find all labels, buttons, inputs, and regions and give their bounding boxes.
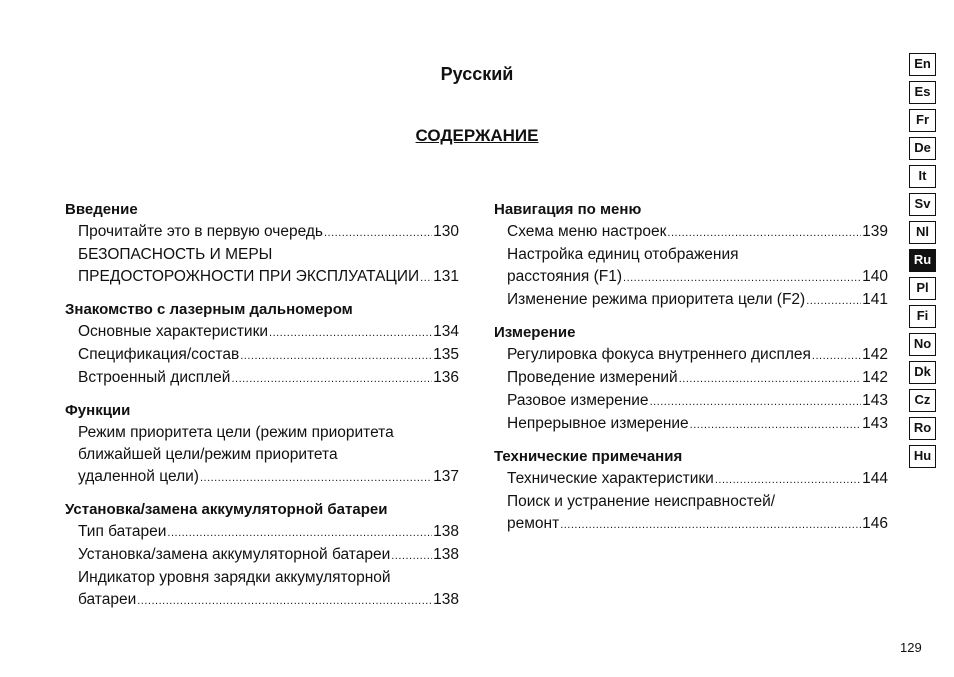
toc-entry[interactable] bbox=[494, 289, 888, 312]
dot-leader bbox=[623, 267, 861, 289]
toc-page-number: 143 bbox=[862, 392, 888, 409]
dot-leader bbox=[715, 469, 861, 491]
dot-leader bbox=[806, 290, 861, 312]
toc-entry-last-line bbox=[78, 344, 459, 367]
toc-entry-text: Встроенный дисплей bbox=[78, 369, 231, 386]
toc-entry-text: БЕЗОПАСНОСТЬ И МЕРЫ bbox=[78, 246, 273, 263]
toc-entry-text: ремонт bbox=[507, 515, 560, 532]
language-tab-pl[interactable]: Pl bbox=[909, 277, 936, 300]
language-tab-hu[interactable]: Hu bbox=[909, 445, 936, 468]
toc-entry[interactable] bbox=[65, 244, 459, 289]
language-tab-fi[interactable]: Fi bbox=[909, 305, 936, 328]
toc-page-number: 131 bbox=[433, 268, 459, 285]
toc-page-number: 142 bbox=[862, 346, 888, 363]
toc-entry-text: Спецификация/состав bbox=[78, 346, 240, 363]
toc-page-number: 146 bbox=[862, 515, 888, 532]
dot-leader bbox=[812, 345, 861, 367]
toc-entry-last-line bbox=[507, 221, 888, 244]
toc-section-title: Знакомство с лазерным дальномером bbox=[65, 301, 353, 318]
toc-entry-text: Разовое измерение bbox=[507, 392, 649, 409]
toc-section bbox=[65, 299, 459, 390]
toc-entry[interactable] bbox=[65, 422, 459, 489]
toc-entry[interactable] bbox=[65, 544, 459, 567]
toc-entry[interactable] bbox=[65, 321, 459, 344]
dot-leader bbox=[560, 514, 861, 536]
toc-entry-last-line bbox=[507, 513, 888, 536]
toc-page-number: 138 bbox=[433, 523, 459, 540]
toc-page-number: 135 bbox=[433, 346, 459, 363]
toc-section-title: Функции bbox=[65, 402, 131, 419]
toc-entry-text: Режим приоритета цели (режим приоритета bbox=[78, 424, 394, 441]
language-tab-cz[interactable]: Cz bbox=[909, 389, 936, 412]
toc-page-number: 130 bbox=[433, 223, 459, 240]
dot-leader bbox=[240, 345, 432, 367]
toc-entry-text: Установка/замена аккумуляторной батареи bbox=[78, 546, 391, 563]
toc-entry[interactable] bbox=[65, 367, 459, 390]
toc-entry[interactable] bbox=[65, 567, 459, 612]
toc-entry-last-line bbox=[78, 466, 459, 489]
toc-entry-text: Поиск и устранение неисправностей/ bbox=[507, 493, 776, 510]
toc-section-title: Измерение bbox=[494, 324, 576, 341]
toc-page-number: 136 bbox=[433, 369, 459, 386]
toc-heading: СОДЕРЖАНИЕ bbox=[415, 126, 539, 145]
toc-entry[interactable] bbox=[65, 344, 459, 367]
toc-section bbox=[494, 322, 888, 436]
language-tab-it[interactable]: It bbox=[909, 165, 936, 188]
language-tabs bbox=[909, 53, 936, 473]
toc-entry-last-line bbox=[507, 413, 888, 436]
dot-leader bbox=[690, 414, 861, 436]
toc-entry-last-line bbox=[507, 289, 888, 312]
toc-entry-last-line bbox=[78, 321, 459, 344]
toc-entry[interactable] bbox=[65, 221, 459, 244]
toc-page-number: 138 bbox=[433, 546, 459, 563]
toc-entry-text: Прочитайте это в первую очередь bbox=[78, 223, 323, 240]
language-tab-es[interactable]: Es bbox=[909, 81, 936, 104]
toc-entry-text: ПРЕДОСТОРОЖНОСТИ ПРИ ЭКСПЛУАТАЦИИ bbox=[78, 268, 420, 285]
toc-section bbox=[65, 199, 459, 289]
toc-entry[interactable] bbox=[494, 367, 888, 390]
language-tab-fr[interactable]: Fr bbox=[909, 109, 936, 132]
toc-entry-text: Технические характеристики bbox=[507, 470, 714, 487]
language-tab-sv[interactable]: Sv bbox=[909, 193, 936, 216]
toc-entry[interactable] bbox=[494, 491, 888, 536]
toc-section-title: Технические примечания bbox=[494, 448, 683, 465]
dot-leader bbox=[200, 467, 432, 489]
toc-entry-last-line bbox=[507, 266, 888, 289]
dot-leader bbox=[420, 267, 432, 289]
language-tab-en[interactable]: En bbox=[909, 53, 936, 76]
toc-entry-text: Изменение режима приоритета цели (F2) bbox=[507, 291, 806, 308]
dot-leader bbox=[167, 522, 432, 544]
language-tab-dk[interactable]: Dk bbox=[909, 361, 936, 384]
toc-page-number: 141 bbox=[862, 291, 888, 308]
dot-leader bbox=[667, 222, 861, 244]
toc-entry-last-line bbox=[78, 589, 459, 612]
dot-leader bbox=[324, 222, 432, 244]
toc-entry[interactable] bbox=[494, 344, 888, 367]
toc-entry-last-line bbox=[78, 266, 459, 289]
toc-section bbox=[494, 446, 888, 536]
toc-left-column bbox=[65, 199, 459, 622]
dot-leader bbox=[650, 391, 862, 413]
page-number: 129 bbox=[900, 640, 922, 655]
toc-section-title: Установка/замена аккумуляторной батареи bbox=[65, 501, 388, 518]
toc-entry-text: Проведение измерений bbox=[507, 369, 678, 386]
toc-entry-text: Схема меню настроек bbox=[507, 223, 667, 240]
toc-section-title: Навигация по меню bbox=[494, 201, 642, 218]
toc-page-number: 142 bbox=[862, 369, 888, 386]
toc-entry-last-line bbox=[507, 390, 888, 413]
dot-leader bbox=[269, 322, 432, 344]
toc-entry[interactable] bbox=[65, 521, 459, 544]
toc-page-number: 140 bbox=[862, 268, 888, 285]
toc-entry-text: Настройка единиц отображения bbox=[507, 246, 739, 263]
toc-entry-last-line bbox=[507, 468, 888, 491]
toc-entry-last-line bbox=[78, 521, 459, 544]
toc-entry-text: ближайшей цели/режим приоритета bbox=[78, 446, 338, 463]
language-tab-de[interactable]: De bbox=[909, 137, 936, 160]
toc-page-number: 134 bbox=[433, 323, 459, 340]
dot-leader bbox=[231, 368, 432, 390]
language-tab-no[interactable]: No bbox=[909, 333, 936, 356]
toc-entry-last-line bbox=[78, 544, 459, 567]
toc-page-number: 139 bbox=[862, 223, 888, 240]
toc-section bbox=[65, 400, 459, 489]
toc-entry-last-line bbox=[78, 221, 459, 244]
toc-page-number: 144 bbox=[862, 470, 888, 487]
dot-leader bbox=[679, 368, 861, 390]
toc-page-number: 137 bbox=[433, 468, 459, 485]
toc-entry-text: Регулировка фокуса внутреннего дисплея bbox=[507, 346, 811, 363]
toc-entry[interactable] bbox=[494, 413, 888, 436]
toc-entry-text: батареи bbox=[78, 591, 137, 608]
language-tab-ro[interactable]: Ro bbox=[909, 417, 936, 440]
toc-entry-text: расстояния (F1) bbox=[507, 268, 623, 285]
dot-leader bbox=[391, 545, 432, 567]
toc-entry-last-line bbox=[507, 344, 888, 367]
toc-entry-text: Индикатор уровня зарядки аккумуляторной bbox=[78, 569, 391, 586]
toc-entry[interactable] bbox=[494, 468, 888, 491]
toc-entry[interactable] bbox=[494, 244, 888, 289]
toc-entry-last-line bbox=[78, 367, 459, 390]
toc-entry-text: удаленной цели) bbox=[78, 468, 199, 485]
toc-entry-last-line bbox=[507, 367, 888, 390]
toc-entry-text: Тип батареи bbox=[78, 523, 167, 540]
toc-section bbox=[65, 499, 459, 612]
toc-page-number: 138 bbox=[433, 591, 459, 608]
toc-right-column bbox=[494, 199, 888, 546]
toc-entry[interactable] bbox=[494, 221, 888, 244]
toc-section-title: Введение bbox=[65, 201, 138, 218]
toc-section bbox=[494, 199, 888, 312]
dot-leader bbox=[137, 590, 432, 612]
toc-entry[interactable] bbox=[494, 390, 888, 413]
language-tab-ru[interactable]: Ru bbox=[909, 249, 936, 272]
toc-page-number: 143 bbox=[862, 415, 888, 432]
language-title: Русский bbox=[440, 64, 514, 84]
toc-entry-text: Основные характеристики bbox=[78, 323, 269, 340]
language-tab-nl[interactable]: Nl bbox=[909, 221, 936, 244]
toc-entry-text: Непрерывное измерение bbox=[507, 415, 689, 432]
